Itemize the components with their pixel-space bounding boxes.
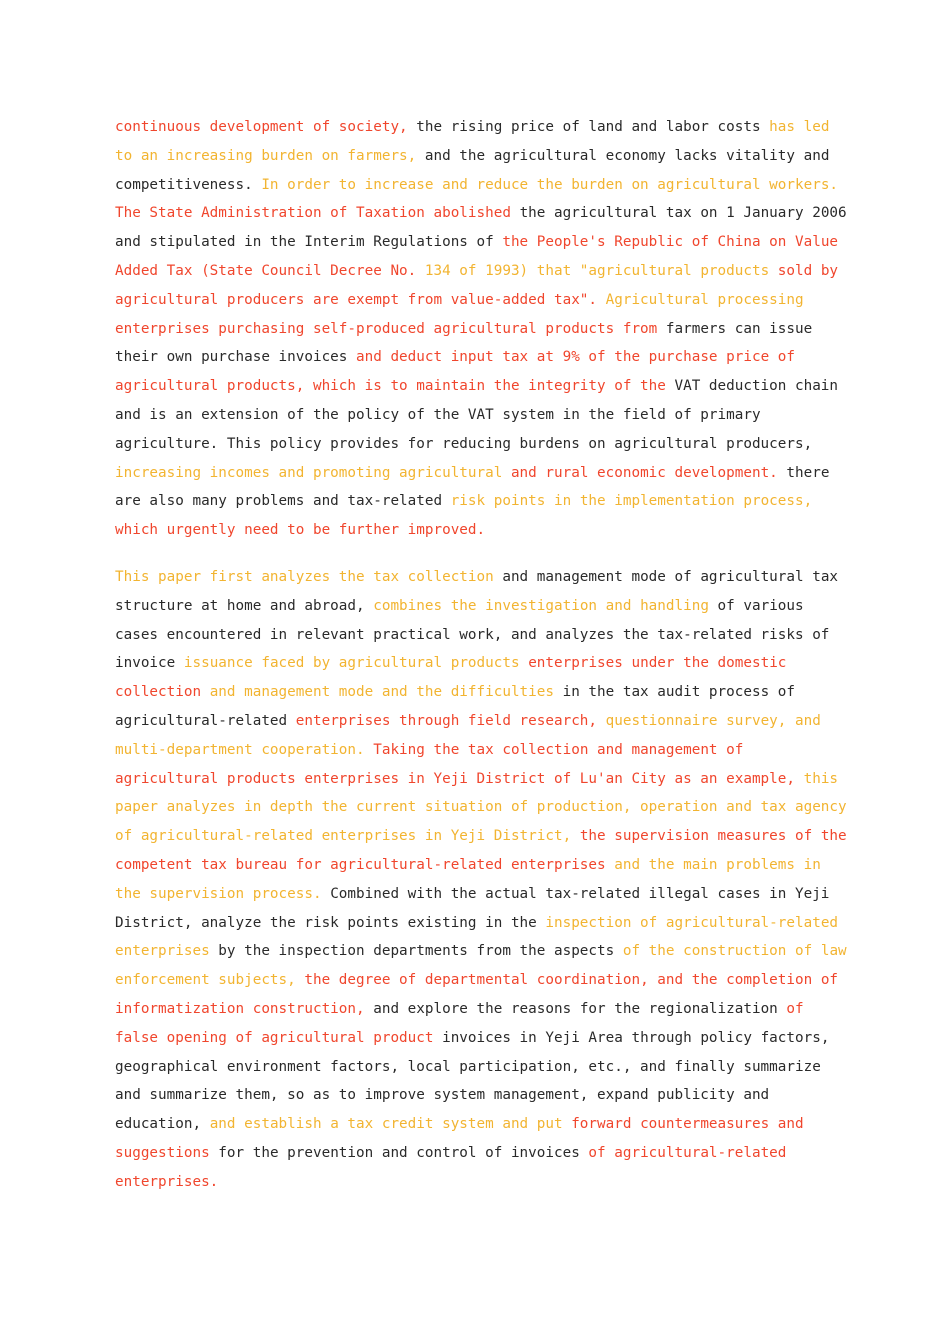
text-segment-normal: and management mode of agricultural tax [502, 568, 839, 585]
text-segment-red: The State Administration of Taxation abolished [115, 205, 520, 222]
text-line [115, 793, 847, 822]
text-segment-red: Taking the tax collection and management of [373, 741, 744, 758]
text-segment-normal: in the tax audit process of [562, 684, 795, 701]
text-segment-red: collection [115, 684, 210, 701]
text-line [115, 1139, 837, 1168]
text-segment-red: forward countermeasures and [571, 1116, 804, 1133]
text-segment-normal: agricultural-related [115, 712, 296, 729]
text-segment-red: agricultural products, which is to maintain the integrity of the [115, 378, 675, 395]
text-segment-normal: and summarize them, so as to improve system management, expand publicity and [115, 1087, 770, 1104]
text-segment-normal: farmers can issue [665, 320, 813, 337]
text-line [115, 678, 837, 707]
text-segment-yellow: this [803, 770, 839, 787]
text-line [115, 343, 837, 372]
text-segment-red: suggestions [115, 1144, 219, 1161]
text-segment-normal: of various [717, 597, 804, 614]
text-segment-normal: and is an extension of the policy of the VAT system in the field of primary [115, 406, 761, 423]
text-line [115, 199, 847, 228]
text-segment-normal: agriculture. This policy provides for reducing burdens on agricultural producers, [115, 435, 813, 452]
text-segment-yellow: and management mode and the difficulties [209, 684, 563, 701]
text-segment-red: enterprises purchasing self-produced agricultural products from [115, 320, 666, 337]
text-line [115, 707, 837, 736]
text-segment-red: enterprises under the domestic [528, 655, 787, 672]
text-segment-red: competent tax bureau for agricultural-related enterprises [115, 856, 615, 873]
text-segment-red: and deduct input tax at 9% of the purchase price of [356, 349, 795, 366]
paragraph [115, 563, 847, 1197]
text-line [115, 171, 837, 200]
text-line [115, 937, 847, 966]
text-segment-yellow: Agricultural processing [605, 291, 804, 308]
text-segment-normal: for the prevention and control of invoices [218, 1144, 589, 1161]
text-segment-normal: by the inspection departments from the aspects [218, 943, 623, 960]
text-segment-red: enterprises. [115, 1173, 219, 1190]
text-segment-normal: invoices in Yeji Area through policy factors, [442, 1029, 830, 1046]
text-segment-red: the supervision measures of the [579, 828, 847, 845]
text-segment-red: the degree of departmental coordination, and the completion of [304, 972, 839, 989]
text-line [115, 372, 837, 401]
text-segment-normal: competitiveness. [115, 176, 262, 193]
text-line [115, 909, 837, 938]
text-segment-normal: structure at home and abroad, [115, 597, 374, 614]
text-segment-red: the People's Republic of China on Value [502, 234, 839, 251]
text-line [115, 880, 837, 909]
text-line [115, 113, 837, 142]
text-line [115, 487, 837, 516]
paragraph [115, 113, 847, 545]
text-segment-yellow: In order to increase and reduce the burden on agricultural workers. [261, 176, 839, 193]
text-segment-yellow: of agricultural-related enterprises in Yeji District, [115, 828, 580, 845]
text-line [115, 966, 837, 995]
text-segment-yellow: combines the investigation and handling [373, 597, 718, 614]
text-segment-yellow: the supervision process. [115, 885, 331, 902]
text-segment-normal: Combined with the actual tax-related illegal cases in Yeji [330, 885, 830, 902]
text-segment-red: agricultural producers are exempt from value-added tax". [115, 291, 606, 308]
text-line [115, 257, 837, 286]
text-line [115, 563, 837, 592]
text-line [115, 1053, 837, 1082]
text-segment-normal: cases encountered in relevant practical work, and analyzes the tax-related risks of [115, 626, 830, 643]
text-segment-red: sold by [777, 262, 839, 279]
text-segment-yellow: of the construction of law [622, 943, 847, 960]
text-segment-red: Added Tax (State Council Decree No. [115, 262, 425, 279]
text-segment-yellow: enterprises [115, 943, 219, 960]
text-segment-red: and rural economic development. [510, 464, 787, 481]
text-line [115, 1081, 837, 1110]
text-segment-yellow: and establish a tax credit system and put [209, 1116, 572, 1133]
text-line [115, 430, 837, 459]
text-line [115, 736, 837, 765]
text-segment-yellow: and the main problems in [614, 856, 821, 873]
text-segment-red: false opening of agricultural product [115, 1029, 443, 1046]
text-segment-yellow: questionnaire survey, and [605, 712, 821, 729]
text-segment-red: of agricultural-related [588, 1144, 787, 1161]
text-segment-yellow: 134 of 1993) that "agricultural products [424, 262, 778, 279]
text-segment-normal: are also many problems and tax-related [115, 493, 451, 510]
text-segment-yellow: has led [769, 119, 830, 135]
text-segment-normal: and explore the reasons for the regionalization [373, 1000, 787, 1017]
text-segment-red: informatization construction, [115, 1000, 374, 1017]
text-segment-red: of [786, 1000, 804, 1017]
text-line [115, 765, 837, 794]
text-line [115, 401, 837, 430]
text-line [115, 516, 837, 545]
text-line [115, 621, 837, 650]
text-segment-normal: and the agricultural economy lacks vitality and [424, 147, 830, 164]
text-segment-red: agricultural products enterprises in Yeji District of Lu'an City as an example, [115, 770, 804, 787]
text-segment-yellow: This paper first analyzes the tax collection [115, 568, 503, 585]
document-body [115, 113, 847, 1196]
text-segment-normal: there [786, 464, 830, 481]
text-line [115, 592, 837, 621]
text-segment-normal: geographical environment factors, local participation, etc., and finally summarize [115, 1058, 821, 1075]
text-segment-normal: the rising price of land and labor costs [416, 119, 770, 135]
text-segment-red: continuous development of society, [115, 119, 417, 135]
text-segment-red: enterprises through field research, [295, 712, 606, 729]
text-line [115, 142, 837, 171]
text-segment-yellow: inspection of agricultural-related [545, 914, 839, 931]
text-line [115, 995, 837, 1024]
text-segment-normal: VAT deduction chain [674, 378, 839, 395]
text-segment-normal: their own purchase invoices [115, 349, 357, 366]
text-segment-yellow: enforcement subjects, [115, 972, 305, 989]
text-segment-yellow: paper analyzes in depth the current situation of production, operation and tax agency [115, 799, 847, 816]
text-segment-yellow: issuance faced by agricultural products [183, 655, 529, 672]
text-segment-normal: invoice [115, 655, 184, 672]
text-segment-normal: the agricultural tax on 1 January 2006 [519, 205, 847, 222]
text-line [115, 649, 837, 678]
text-line [115, 228, 837, 257]
text-segment-yellow: multi-department cooperation. [115, 741, 374, 758]
text-line [115, 459, 837, 488]
text-line [115, 286, 837, 315]
text-segment-red: which urgently need to be further improved. [115, 522, 486, 539]
text-line [115, 822, 847, 851]
text-segment-normal: District, analyze the risk points existing in the [115, 914, 546, 931]
text-segment-normal: education, [115, 1116, 210, 1133]
text-line [115, 315, 837, 344]
text-segment-normal: and stipulated in the Interim Regulations of [115, 234, 503, 251]
text-segment-yellow: increasing incomes and promoting agricultural [115, 464, 511, 481]
text-segment-yellow: risk points in the implementation process, [450, 493, 813, 510]
text-line [115, 1110, 837, 1139]
text-line [115, 851, 837, 880]
text-segment-yellow: to an increasing burden on farmers, [115, 147, 425, 164]
text-line [115, 1168, 837, 1197]
text-line [115, 1024, 837, 1053]
